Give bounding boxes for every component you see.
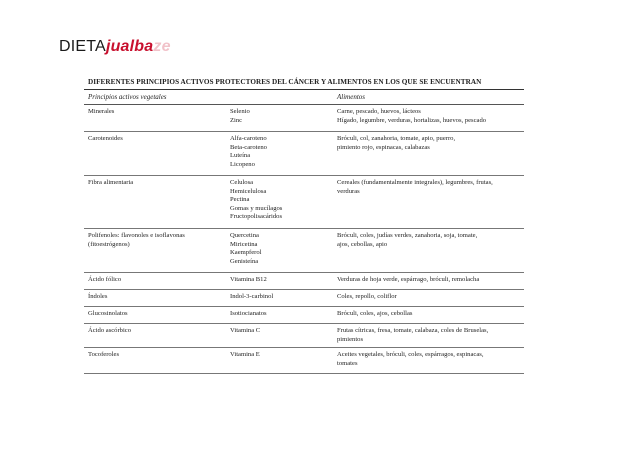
compound-list-line: Gomas y mucílagos	[230, 204, 283, 212]
compound-list-line: Isotiocianatos	[230, 310, 267, 317]
principle-group-line: Minerales	[88, 108, 115, 115]
logo-name: jualba	[105, 38, 154, 55]
compound-list-line: Fructopolisacáridos	[230, 213, 283, 220]
principle-group-line: Fibra alimentaria	[88, 179, 134, 186]
principle-group-line: Carotenoides	[88, 135, 123, 142]
table-header	[84, 90, 524, 105]
compound-list-line: Beta-caroteno	[230, 143, 267, 151]
food-list-line: Carne, pescado, huevos, lácteos	[337, 108, 421, 115]
site-logo	[59, 38, 171, 56]
principle-group	[88, 232, 218, 249]
compound-list	[230, 179, 330, 222]
food-list-line: Cereales (fundamentalmente integrales), legumbres, frutas,	[337, 179, 493, 186]
table-row	[84, 273, 524, 290]
compound-list-line: Luteína	[230, 152, 251, 159]
food-list	[337, 310, 523, 319]
compound-list-line: Licopeno	[230, 160, 255, 168]
principle-group	[88, 108, 218, 117]
compound-list	[230, 108, 330, 125]
logo-suffix: ze	[153, 38, 171, 55]
compound-list-line: Quercetina	[230, 232, 259, 239]
compound-list-line: Vitamina B12	[230, 276, 267, 283]
food-list-line: Bróculi, coles, judías verdes, zanahoria, soja, tomate,	[337, 232, 478, 239]
header-alimentos: Alimentos	[337, 93, 365, 101]
principle-group	[88, 293, 218, 302]
food-list-line: Bróculi, coles, ajos, cebollas	[337, 310, 413, 317]
food-list-line: Aceites vegetales, bróculi, coles, espárragos, espinacas,	[337, 351, 484, 358]
table-row	[84, 105, 524, 132]
food-list-line: Frutas cítricas, fresa, tomate, calabaza, coles de Bruselas,	[337, 327, 489, 334]
compound-list	[230, 310, 330, 319]
compound-list-line: Vitamina E	[230, 351, 260, 358]
compound-list-line: Zinc	[230, 116, 243, 124]
compound-list-line: Vitamina C	[230, 327, 261, 334]
principle-group	[88, 310, 218, 319]
compound-list-line: Miricetina	[230, 240, 258, 248]
compound-list-line: Celulosa	[230, 179, 254, 186]
principle-group	[88, 135, 218, 144]
food-list-line: Coles, repollo, coliflor	[337, 293, 397, 300]
food-list-line: Bróculi, col, zanahoria, tomate, apio, puerro,	[337, 135, 456, 142]
principle-group-line: Ácido fólico	[88, 276, 122, 283]
food-list	[337, 276, 523, 285]
compound-list-line: Kaempferol	[230, 249, 262, 256]
food-list	[337, 135, 523, 152]
table-row	[84, 229, 524, 273]
food-list-line: tomates	[337, 359, 358, 367]
table-row	[84, 307, 524, 324]
food-list-line: Verduras de hoja verde, espárrago, bróculi, remolacha	[337, 276, 480, 283]
compound-list	[230, 327, 330, 336]
compound-list	[230, 293, 330, 302]
table-row	[84, 348, 524, 374]
principle-group-line: Glucosinolatos	[88, 310, 128, 317]
food-list	[337, 232, 523, 249]
table-row	[84, 132, 524, 176]
food-list-line: ajos, cebollas, apio	[337, 240, 388, 248]
compound-list-line: Alfa-caroteno	[230, 135, 267, 142]
food-list	[337, 179, 523, 196]
logo-prefix: DIETA	[59, 38, 106, 55]
principle-group	[88, 276, 218, 285]
compound-list	[230, 232, 330, 266]
food-list-line: Hígado, legumbre, verduras, hortalizas, huevos, pescado	[337, 116, 487, 124]
principle-group-line: Polifenoles: flavonoles e isoflavonas	[88, 232, 185, 239]
compound-list-line: Pectina	[230, 196, 250, 203]
compound-list	[230, 135, 330, 169]
table-body	[84, 105, 524, 374]
food-list	[337, 327, 523, 344]
compound-list-line: Selenio	[230, 108, 250, 115]
principle-group-line: Tocoferoles	[88, 351, 120, 358]
header-principios: Principios activos vegetales	[88, 93, 167, 101]
table-row	[84, 324, 524, 348]
food-list-line: verduras	[337, 187, 360, 195]
table-row	[84, 176, 524, 229]
compound-list	[230, 276, 330, 285]
compound-list	[230, 351, 330, 360]
principle-group	[88, 179, 218, 188]
compound-list-line: Genisteína	[230, 257, 259, 265]
principle-group-line: Índoles	[88, 293, 108, 300]
compound-list-line: Hemicelulosa	[230, 187, 267, 195]
principle-group-line: (fitoestrógenos)	[88, 240, 130, 248]
food-list	[337, 293, 523, 302]
food-list	[337, 108, 523, 125]
principle-group	[88, 351, 218, 360]
document-table	[84, 78, 524, 374]
principle-group	[88, 327, 218, 336]
food-list	[337, 351, 523, 368]
table-row	[84, 290, 524, 307]
table-title: DIFERENTES PRINCIPIOS ACTIVOS PROTECTORES DEL CÁNCER Y ALIMENTOS EN LOS QUE SE ENCUENTRAN	[88, 78, 482, 86]
compound-list-line: Indol-3-carbinol	[230, 293, 274, 300]
food-list-line: pimiento rojo, espinacas, calabazas	[337, 143, 430, 151]
food-list-line: pimientos	[337, 335, 364, 343]
principle-group-line: Ácido ascórbico	[88, 327, 132, 334]
